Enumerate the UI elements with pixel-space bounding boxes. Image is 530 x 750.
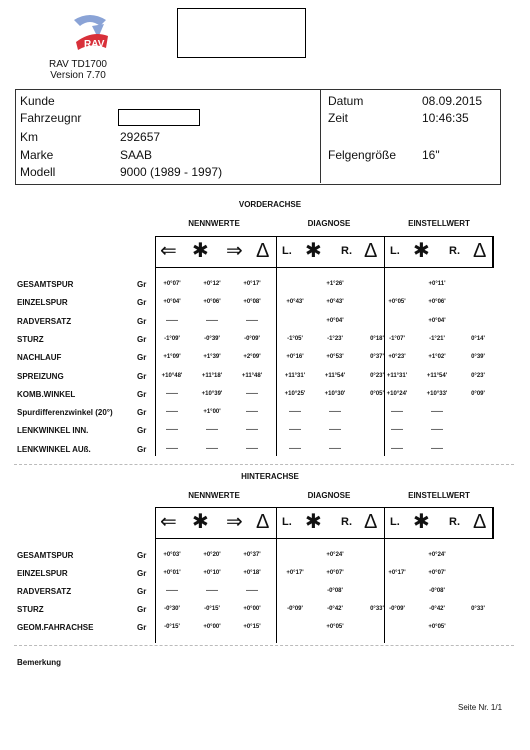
front-nennwert-3: -0°09' <box>244 335 260 342</box>
rear-nennwert-3: —— <box>246 588 258 594</box>
rear-diagnose-1: -0°09' <box>287 606 303 612</box>
front-delta-icon: Δ <box>256 240 270 262</box>
front-diagnose-1: —— <box>289 427 301 434</box>
rear-nennwert-1: -0°30' <box>164 606 180 612</box>
rear-diag-left-label: L. <box>282 516 292 528</box>
front-diagnose-2: —— <box>329 445 341 452</box>
modell-label: Modell <box>20 165 56 179</box>
rear-col-nennwerte: NENNWERTE <box>188 491 240 500</box>
front-toe-out-icon: ⇒ <box>226 240 243 262</box>
front-einstellwert-1: +0°05' <box>388 299 406 306</box>
front-title: VORDERACHSE <box>238 200 302 209</box>
front-row-gr: Gr <box>137 280 147 289</box>
front-nennwert-2: +1°00' <box>203 409 221 416</box>
front-einst-center-icon: ✱ <box>413 240 430 262</box>
front-einstellwert-3: 0°14' <box>471 335 485 342</box>
front-einstellwert-2: —— <box>431 409 443 416</box>
front-nennwert-1: —— <box>166 390 178 397</box>
front-row-gr: Gr <box>137 298 147 308</box>
rear-nennwert-3: +0°00' <box>243 606 261 612</box>
rear-nennwert-2: +0°20' <box>203 552 221 558</box>
front-diagnose-2: +1°26' <box>326 281 344 287</box>
front-column-divider <box>276 236 277 456</box>
fahrzeugnr-redacted <box>118 109 200 126</box>
front-nennwert-3: +0°08' <box>243 299 261 306</box>
modell-value: 9000 (1989 - 1997) <box>120 165 223 179</box>
rear-diagnose-2: +0°05' <box>326 624 344 630</box>
front-einstellwert-2: +0°06' <box>428 299 446 306</box>
front-separator <box>14 464 514 465</box>
front-nennwert-3: —— <box>246 317 258 324</box>
zeit-label: Zeit <box>328 111 349 125</box>
front-nennwert-2: —— <box>206 427 218 434</box>
km-label: Km <box>20 130 38 144</box>
km-value: 292657 <box>120 130 161 144</box>
zeit-value: 10:46:35 <box>422 111 469 125</box>
front-nennwert-2: -0°39' <box>204 335 220 342</box>
front-einstellwert-1: —— <box>391 409 403 416</box>
front-diagnose-1: +11°31' <box>284 372 306 379</box>
front-row-gr: Gr <box>137 389 147 399</box>
marke-label: Marke <box>20 148 54 162</box>
front-einstellwert-2: +1°02' <box>428 354 446 361</box>
front-row-gr: Gr <box>137 316 147 326</box>
front-row-gr: Gr <box>137 444 147 454</box>
rear-row-gr: Gr <box>137 605 147 614</box>
front-einstellwert-1: —— <box>391 445 403 452</box>
front-einstellwert-1: -1°07' <box>389 335 405 342</box>
rear-nennwert-2: -0°15' <box>204 606 220 612</box>
front-nennwert-1: —— <box>166 317 178 324</box>
front-diagnose-3: 0°23' <box>370 372 384 379</box>
rear-einstellwert-1: +0°17' <box>388 570 406 576</box>
datum-label: Datum <box>328 94 364 108</box>
rear-diag-delta-icon: Δ <box>364 511 378 533</box>
rear-row-gr: Gr <box>137 587 147 596</box>
logo-graphic <box>70 12 112 52</box>
front-wheel-center-icon: ✱ <box>192 240 209 262</box>
front-column-divider <box>384 236 385 456</box>
rear-row-gr: Gr <box>137 569 147 578</box>
front-col-nennwerte: NENNWERTE <box>188 219 240 228</box>
bemerkung-label: Bemerkung <box>17 658 62 667</box>
front-nennwert-2: —— <box>206 445 218 452</box>
rear-einst-right-label: R. <box>449 516 460 528</box>
front-row-label: STURZ <box>17 334 44 344</box>
rear-row-label: RADVERSATZ <box>17 587 72 596</box>
rear-diagnose-2: -0°42' <box>327 606 343 612</box>
rear-diagnose-2: +0°24' <box>326 552 344 558</box>
rear-einstellwert-2: +0°24' <box>428 552 446 558</box>
front-diagnose-2: —— <box>329 409 341 416</box>
rear-diagnose-2: +0°07' <box>326 570 344 576</box>
front-diagnose-3: 0°18' <box>370 335 384 342</box>
front-einstellwert-3: 0°23' <box>471 372 485 379</box>
redacted-box-top <box>177 8 306 58</box>
rear-delta-icon: Δ <box>256 511 270 533</box>
front-row-label: LENKWINKEL INN. <box>17 426 89 436</box>
rear-diagnose-2: -0°08' <box>327 588 343 594</box>
rear-toe-out-icon: ⇒ <box>226 511 243 533</box>
rear-nennwert-1: -0°15' <box>164 624 180 630</box>
rear-row-label: STURZ <box>17 605 44 614</box>
rear-einstellwert-2: -0°42' <box>429 606 445 612</box>
front-nennwert-3: —— <box>246 445 258 452</box>
front-nennwert-1: +0°04' <box>163 299 181 306</box>
front-einstellwert-2: -1°21' <box>429 335 445 342</box>
rear-col-diagnose: DIAGNOSE <box>307 491 351 500</box>
front-diagnose-1: +0°43' <box>286 299 304 306</box>
front-nennwert-1: —— <box>166 427 178 434</box>
rear-einstellwert-1: -0°09' <box>389 606 405 612</box>
front-einstellwert-1: +11°31' <box>386 372 408 379</box>
front-diagnose-2: +0°53' <box>326 354 344 361</box>
front-einstellwert-2: +10°33' <box>426 390 448 397</box>
front-row-gr: Gr <box>137 371 147 381</box>
front-nennwert-2: +0°12' <box>203 281 221 287</box>
app-name: RAV TD1700 <box>49 59 107 70</box>
rear-einstellwert-2: +0°05' <box>428 624 446 630</box>
front-row-gr: Gr <box>137 408 147 418</box>
front-row-label: NACHLAUF <box>17 353 62 363</box>
front-row-gr: Gr <box>137 426 147 436</box>
front-diagnose-1: —— <box>289 445 301 452</box>
front-toe-in-icon: ⇐ <box>160 240 177 262</box>
front-row-label: LENKWINKEL AUß. <box>17 444 91 454</box>
front-einst-left-label: L. <box>390 245 400 257</box>
front-diagnose-2: -1°23' <box>327 335 343 342</box>
front-nennwert-1: -1°09' <box>164 335 180 342</box>
front-einstellwert-2: +0°04' <box>428 317 446 324</box>
rear-nennwert-2: +0°10' <box>203 570 221 576</box>
rear-einst-delta-icon: Δ <box>473 511 487 533</box>
rear-nennwert-1: +0°03' <box>163 552 181 558</box>
front-diagnose-2: +0°04' <box>326 317 344 324</box>
rear-nennwert-1: —— <box>166 588 178 594</box>
front-nennwert-1: +10°48' <box>161 372 183 379</box>
rear-nennwert-1: +0°01' <box>163 570 181 576</box>
front-row-label: KOMB.WINKEL <box>17 389 76 399</box>
rear-diagnose-3: 0°33' <box>370 606 384 612</box>
front-nennwert-3: —— <box>246 427 258 434</box>
front-nennwert-3: —— <box>246 390 258 397</box>
rear-einstellwert-2: -0°08' <box>429 588 445 594</box>
front-einstellwert-1: +0°23' <box>388 354 406 361</box>
rear-nennwert-2: —— <box>206 588 218 594</box>
front-diagnose-1: +10°25' <box>284 390 306 397</box>
app-version: Version 7.70 <box>50 70 106 81</box>
front-nennwert-2: +0°06' <box>203 299 221 306</box>
front-nennwert-2: +10°39' <box>201 390 223 397</box>
front-diagnose-1: —— <box>289 409 301 416</box>
rear-nennwert-3: +0°15' <box>243 624 261 630</box>
front-nennwert-2: —— <box>206 317 218 324</box>
kunde-label: Kunde <box>20 94 55 108</box>
marke-value: SAAB <box>120 148 153 162</box>
rear-separator <box>14 645 514 646</box>
front-nennwert-3: +11°48' <box>241 372 263 379</box>
front-row-gr: Gr <box>137 353 147 363</box>
felgen-label: Felgengröße <box>328 148 397 162</box>
front-diagnose-2: +0°43' <box>326 299 344 306</box>
rear-title: HINTERACHSE <box>241 472 299 481</box>
front-nennwert-3: —— <box>246 409 258 416</box>
front-row-label: GESAMTSPUR <box>17 280 74 289</box>
front-einst-delta-icon: Δ <box>473 240 487 262</box>
app-name-block <box>38 59 118 81</box>
front-row-label: SPREIZUNG <box>17 371 64 381</box>
front-nennwert-3: +0°17' <box>243 281 261 287</box>
fahrzeugnr-label: Fahrzeugnr <box>20 111 82 125</box>
front-einstellwert-3: 0°09' <box>471 390 485 397</box>
rear-einst-left-label: L. <box>390 516 400 528</box>
rear-row-gr: Gr <box>137 623 147 632</box>
rear-diagnose-1: +0°17' <box>286 570 304 576</box>
front-nennwert-2: +11°18' <box>201 372 223 379</box>
front-diag-delta-icon: Δ <box>364 240 378 262</box>
front-row-label: EINZELSPUR <box>17 298 68 308</box>
rear-einst-center-icon: ✱ <box>413 511 430 533</box>
felgen-value: 16" <box>422 148 440 162</box>
page-number: Seite Nr. 1/1 <box>458 703 503 712</box>
front-diag-center-icon: ✱ <box>305 240 322 262</box>
rear-wheel-center-icon: ✱ <box>192 511 209 533</box>
rear-toe-in-icon: ⇐ <box>160 511 177 533</box>
front-col-einstellwert: EINSTELLWERT <box>408 219 470 228</box>
rear-right-edge <box>492 507 493 539</box>
front-diag-left-label: L. <box>282 245 292 257</box>
datum-value: 08.09.2015 <box>422 94 483 108</box>
front-einstellwert-2: —— <box>431 445 443 452</box>
rear-diag-right-label: R. <box>341 516 352 528</box>
rear-diag-center-icon: ✱ <box>305 511 322 533</box>
rear-row-gr: Gr <box>137 551 147 560</box>
front-nennwert-1: —— <box>166 445 178 452</box>
rear-row-label: GEOM.FAHRACHSE <box>17 623 94 632</box>
front-nennwert-2: +1°39' <box>203 354 221 361</box>
front-row-label: Spurdifferenzwinkel (20°) <box>17 408 113 418</box>
rear-nennwert-3: +0°18' <box>243 570 261 576</box>
front-einst-right-label: R. <box>449 245 460 257</box>
front-einstellwert-3: 0°39' <box>471 354 485 361</box>
logo-text: RAV <box>84 39 105 50</box>
front-diag-right-label: R. <box>341 245 352 257</box>
front-nennwert-3: +2°09' <box>243 354 261 361</box>
info-divider <box>320 89 321 183</box>
front-row-label: RADVERSATZ <box>17 316 72 326</box>
front-einstellwert-2: —— <box>431 427 443 434</box>
front-diagnose-1: +0°16' <box>286 354 304 361</box>
front-nennwert-1: —— <box>166 409 178 416</box>
rear-col-einstellwert: EINSTELLWERT <box>408 491 470 500</box>
rear-row-label: EINZELSPUR <box>17 569 68 578</box>
front-einstellwert-1: —— <box>391 427 403 434</box>
front-diagnose-3: 0°05' <box>370 390 384 397</box>
front-diagnose-2: —— <box>329 427 341 434</box>
front-einstellwert-2: +0°11' <box>428 281 446 287</box>
rear-einstellwert-3: 0°33' <box>471 606 485 612</box>
front-diagnose-2: +10°30' <box>324 390 346 397</box>
front-einstellwert-1: +10°24' <box>386 390 408 397</box>
rav-logo <box>70 12 112 52</box>
rear-nennwert-3: +0°37' <box>243 552 261 558</box>
front-row-gr: Gr <box>137 334 147 344</box>
front-diagnose-1: -1°05' <box>287 335 303 342</box>
front-nennwert-1: +0°07' <box>163 281 181 287</box>
front-nennwert-1: +1°09' <box>163 354 181 361</box>
front-right-edge <box>492 236 493 268</box>
rear-einstellwert-2: +0°07' <box>428 570 446 576</box>
front-einstellwert-2: +11°54' <box>426 372 448 379</box>
front-col-diagnose: DIAGNOSE <box>307 219 351 228</box>
front-diagnose-2: +11°54' <box>324 372 346 379</box>
rear-row-label: GESAMTSPUR <box>17 551 74 560</box>
front-diagnose-3: 0°37' <box>370 354 384 361</box>
rear-nennwert-2: +0°00' <box>203 624 221 630</box>
